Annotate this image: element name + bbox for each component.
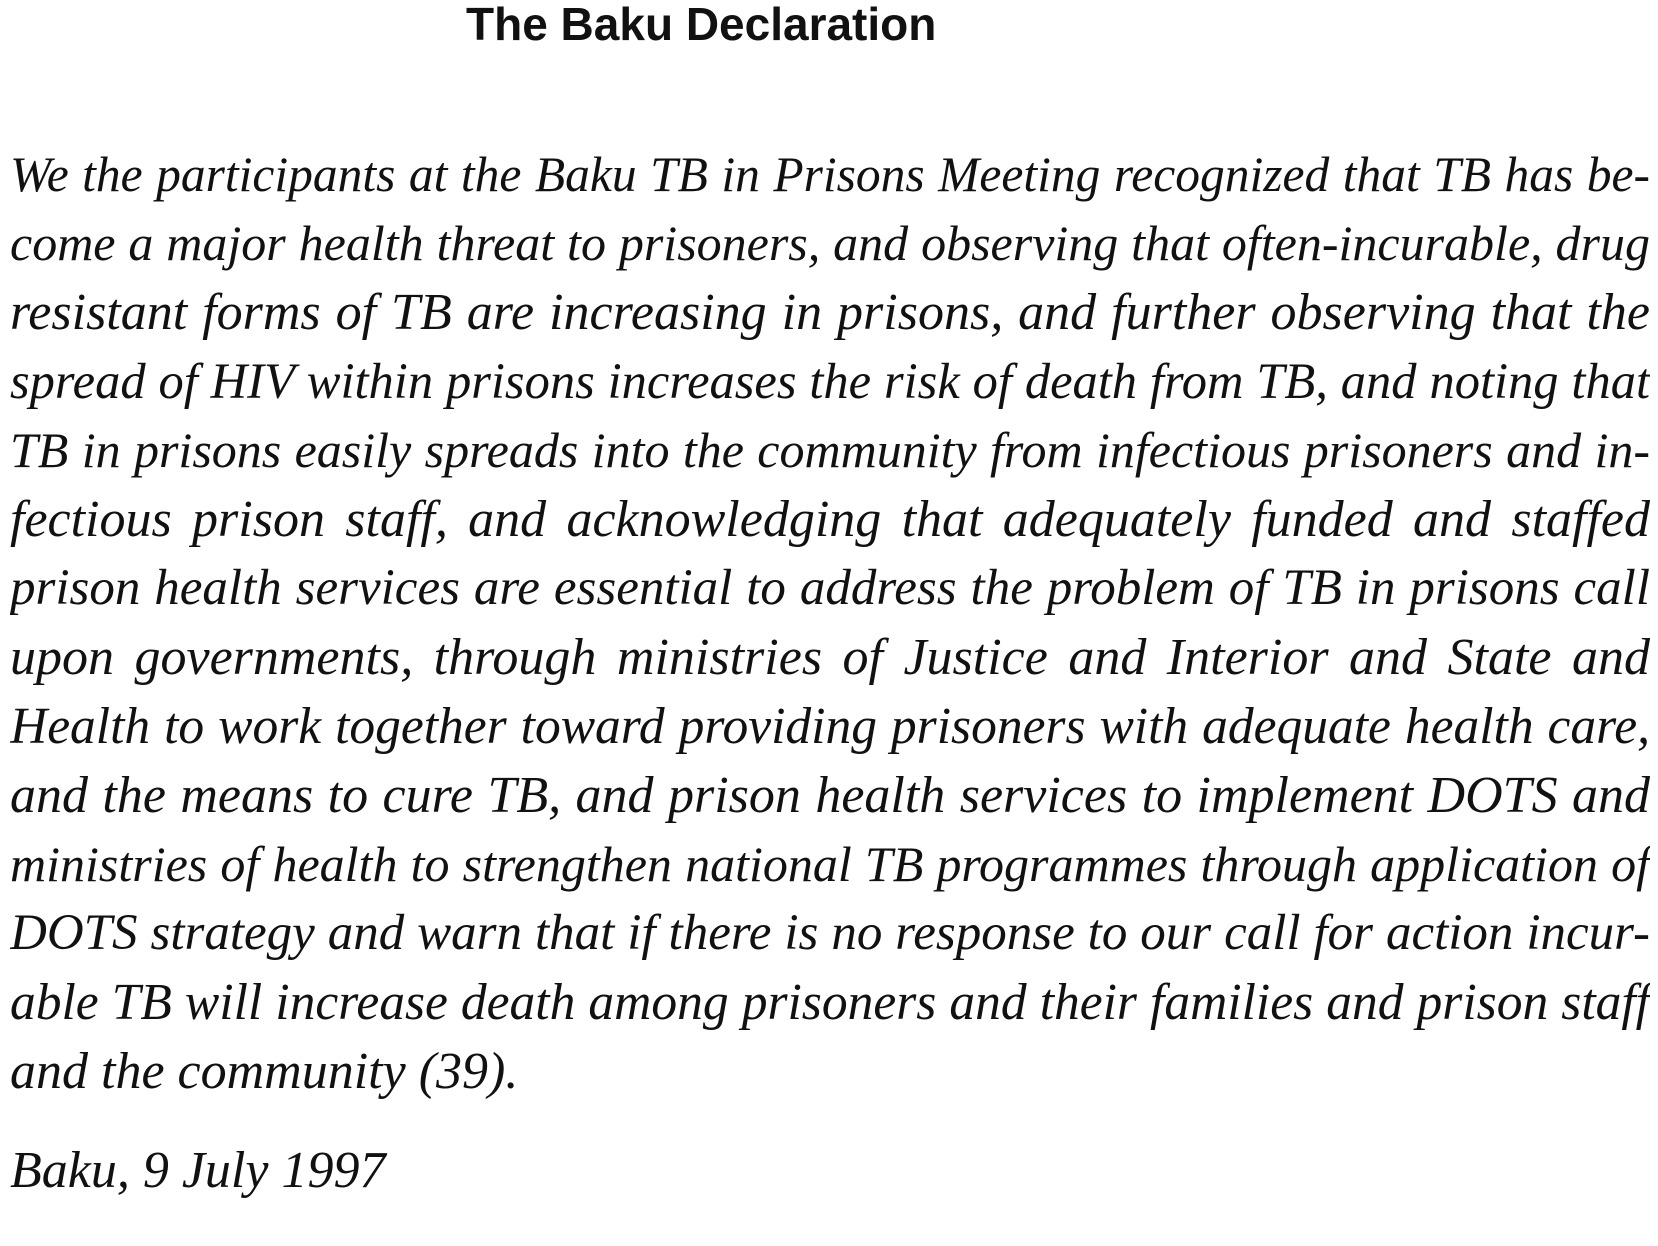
body-line-14: and the community (39). <box>10 1043 519 1100</box>
body-line-6: fectious prison staff, and acknowledging that adequately funded and staffed <box>10 491 1650 548</box>
body-line-10: and the means to cure TB, and prison health services to implement DOTS and <box>10 767 1650 824</box>
document-title: The Baku Declaration <box>466 0 937 50</box>
body-line-11: ministries of health to strengthen national TB programmes through application of <box>10 836 1650 892</box>
body-line-5: TB in prisons easily spreads into the community from infectious prisoners and in- <box>10 422 1650 478</box>
body-line-12: DOTS strategy and warn that if there is no response to our call for action incur- <box>10 905 1650 961</box>
body-line-4: spread of HIV within prisons increases the risk of death from TB, and noting that <box>10 353 1650 409</box>
declaration-body <box>10 140 1650 1106</box>
body-line-2: come a major health threat to prisoners, and observing that often-incurable, drug <box>10 215 1650 271</box>
place-and-date: Baku, 9 July 1997 <box>10 1142 386 1199</box>
body-line-1: We the participants at the Baku TB in Prisons Meeting recognized that TB has be- <box>10 147 1650 202</box>
body-line-9: Health to work together toward providing prisoners with adequate health care, <box>10 698 1650 755</box>
body-line-3: resistant forms of TB are increasing in prisons, and further observing that the <box>10 284 1650 341</box>
body-line-7: prison health services are essential to address the problem of TB in prisons call <box>10 560 1650 616</box>
body-line-8: upon governments, through ministries of Justice and Interior and State and <box>10 629 1650 686</box>
body-line-13: able TB will increase death among prisoners and their families and prison staff <box>10 974 1650 1031</box>
